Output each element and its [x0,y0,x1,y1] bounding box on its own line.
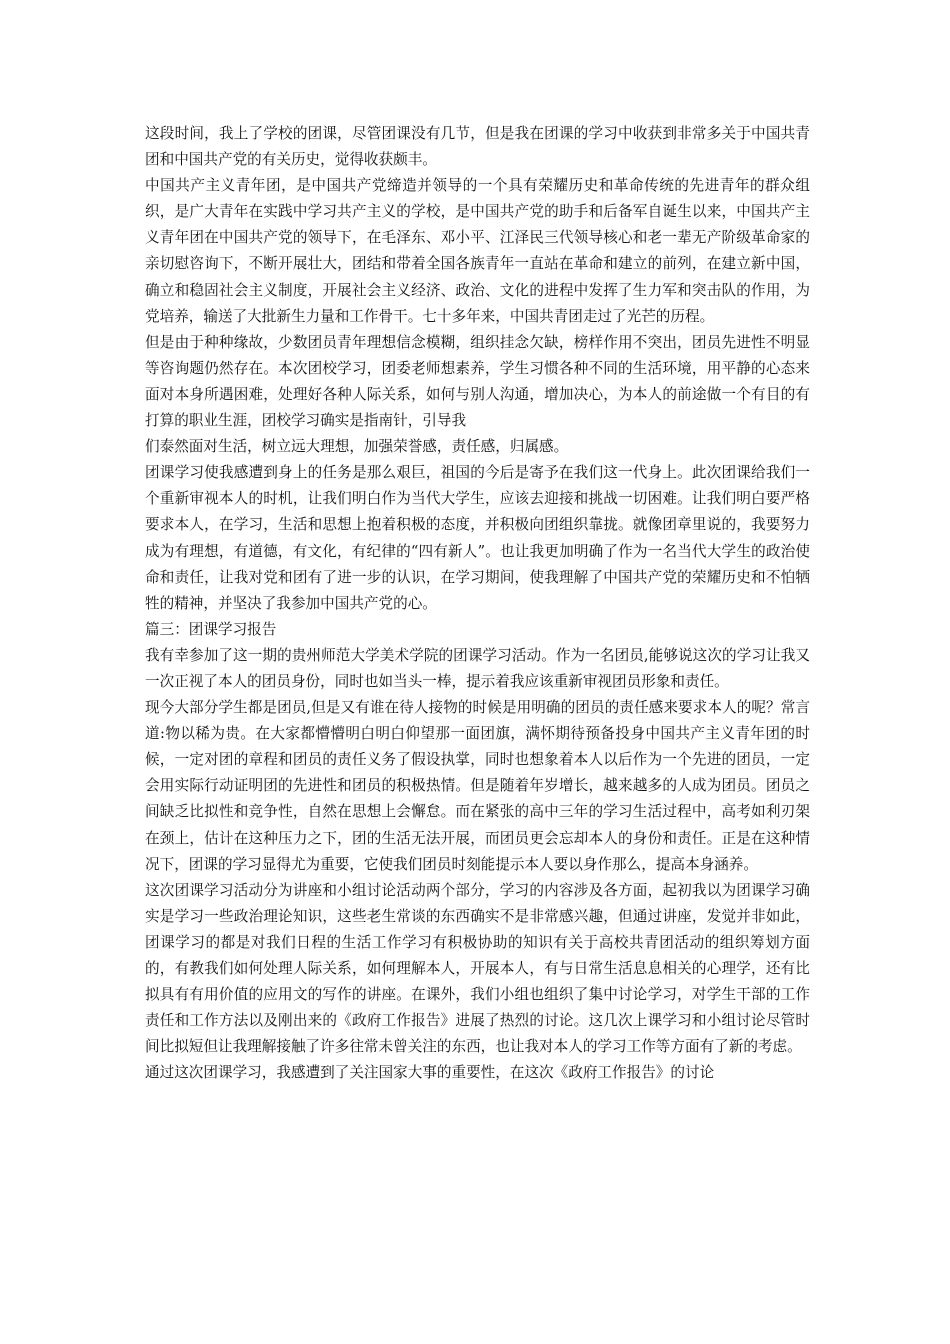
paragraph-league-history: 中国共产主义青年团，是中国共产党缔造并领导的一个具有荣耀历史和革命传统的先进青年的群众组织，是广大青年在实践中学习共产主义的学校，是中国共产党的助手和后备军自诞生以来，中国共产主义青年团在中国共产党的领导下，在毛泽东、邓小平、江泽民三代领导核心和老一辈无产阶级革命家的亲切慰咨询下，不断开展壮大，团结和带着全国各族青年一直站在革命和建立的前列，在建立新中国，确立和稳固社会主义制度，开展社会主义经济、政治、文化的进程中发挥了生力军和突击队的作用，为党培养，输送了大批新生力量和工作骨干。七十多年来，中国共青团走过了光芒的历程。 [145,177,810,325]
paragraph-conclusion: 通过这次团课学习，我感遭到了关注国家大事的重要性，在这次《政府工作报告》的讨论 [145,1064,715,1082]
section-heading: 篇三：团课学习报告 [145,620,277,638]
paragraph-activities: 这次团课学习活动分为讲座和小组讨论活动两个部分，学习的内容涉及各方面，起初我以为团课学习确实是学习一些政治理论知识，这些老生常谈的东西确实不是非常感兴趣，但通过讲座，发觉并非如此，团课学习的都是对我们日程的生活工作学习有积极协助的知识有关于高校共青团活动的组织筹划方面的，有教我们如何处理人际关系，如何理解本人，开展本人，有与日常生活息息相关的心理学，还有比拟具有有用价值的应用文的写作的讲座。在课外，我们小组也组织了集中讨论学习，对学生干部的工作责任和工作方法以及刚出来的《政府工作报告》进展了热烈的讨论。这几次上课学习和小组讨论尽管时间比拟短但让我理解接触了许多往常未曾关注的东西，也让我对本人的学习工作等方面有了新的考虑。 [145,881,810,1056]
paragraph-intro: 这段时间，我上了学校的团课，尽管团课没有几节，但是我在团课的学习中收获到非常多关于中国共青团和中国共产党的有关历史，觉得收获颇丰。 [145,125,810,169]
document-body [145,121,810,1086]
paragraph-participation: 我有幸参加了这一期的贵州师范大学美术学院的团课学习活动。作为一名团员,能够说这次的学习让我又一次正视了本人的团员身份，同时也如当头一棒，提示着我应该重新审视团员形象和责任。 [145,646,810,690]
paragraph-member-duty: 现今大部分学生都是团员,但是又有谁在待人接物的时候是用明确的团员的责任感来要求本人的呢？常言道:物以稀为贵。在大家都懵懵明白明白仰望那一面团旗，满怀期待预备投身中国共产主义青年团的时候，一定对团的章程和团员的责任义务了假设执掌，同时也想象着本人以后作为一个先进的团员，一定会用实际行动证明团的先进性和团员的积极热情。但是随着年岁增长，越来越多的人成为团员。团员之间缺乏比拟性和竞争性，自然在思想上会懈怠。而在紧张的高中三年的学习生活过程中，高考如利刃架在颈上，估计在这种压力之下，团的生活无法开展，而团员更会忘却本人的身份和责任。正是在这种情况下，团课的学习显得尤为重要，它使我们团员时刻能提示本人要以身作那么，提高本身涵养。 [145,699,810,873]
paragraph-problems: 但是由于种种缘故，少数团员青年理想信念模糊，组织挂念欠缺，榜样作用不突出，团员先进性不明显等咨询题仍然存在。本次团校学习，团委老师想素养，学生习惯各种不同的生活环境，用平静的心态来面对本身所遇困难，处理好各种人际关系，如何与别人沟通，增加决心，为本人的前途做一个有目的有打算的职业生涯，团校学习确实是指南针，引导我 [145,333,810,430]
paragraph-problems-continued: 们泰然面对生活，树立远大理想，加强荣誉感，责任感，归属感。 [145,438,569,456]
paragraph-responsibility: 团课学习使我感遭到身上的任务是那么艰巨，祖国的今后是寄予在我们这一代身上。此次团课给我们一个重新审视本人的时机，让我们明白作为当代大学生，应该去迎接和挑战一切困难。让我们明白要严格要求本人，在学习，生活和思想上抱着积极的态度，并积极向团组织靠拢。就像团章里说的，我要努力成为有理想，有道德，有文化，有纪律的“四有新人”。也让我更加明确了作为一名当代大学生的政治使命和责任，让我对党和团有了进一步的认识，在学习期间，使我理解了中国共产党的荣耀历史和不怕牺牲的精神，并坚决了我参加中国共产党的心。 [145,464,810,612]
